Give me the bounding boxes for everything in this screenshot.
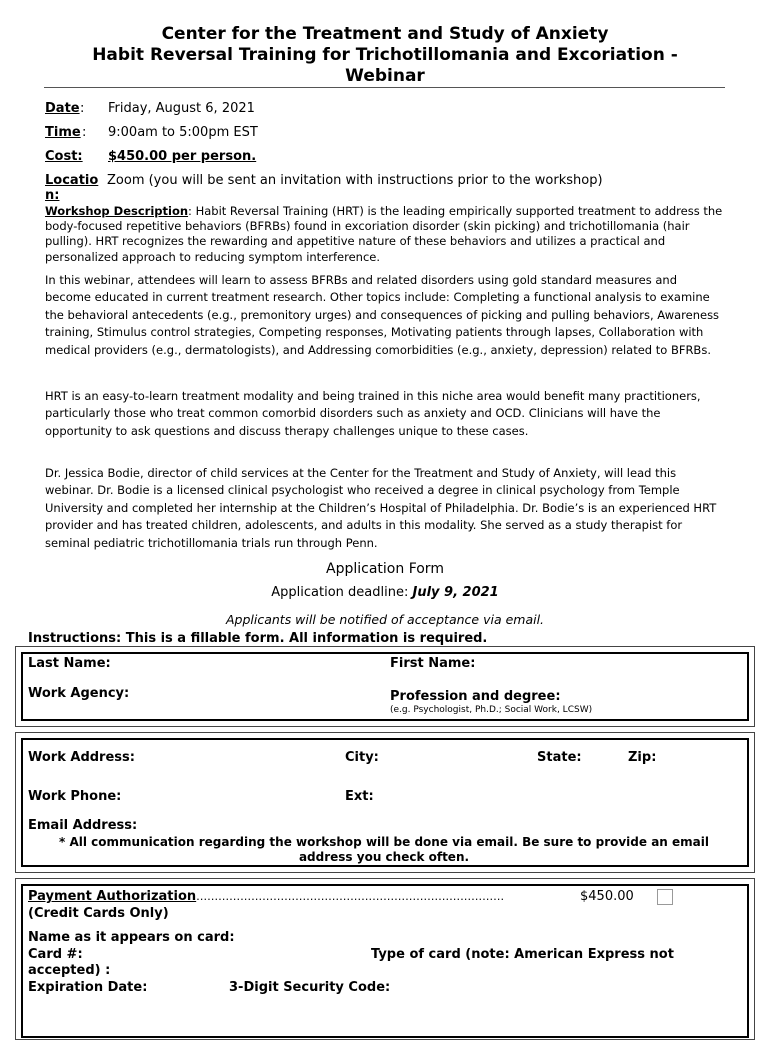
zip-field[interactable] [662,748,740,768]
location-value: Zoom (you will be sent an invitation with instructions prior to the workshop) [107,173,603,188]
email-note-line-2: address you check often. [298,850,470,864]
workshop-description [45,204,725,265]
date-value: Friday, August 6, 2021 [108,101,255,116]
title-divider [44,87,725,88]
first-name-label: First Name: [390,656,476,671]
description-para-3: HRT is an easy-to-learn treatment modality and being trained in this niche area would benefit many practitioners, particularly those who treat common comorbid disorders such as anxiety and OCD. Clinicians will have the opportunity to ask questions and discuss therapy challenges unique to these cases. [45,389,701,438]
time-colon: : [82,125,87,140]
payment-heading-row [28,889,504,904]
cost-label: Cost: [45,149,83,164]
time-label: Time [45,125,81,140]
description-para-2: In this webinar, attendees will learn to assess BFRBs and related disorders using gold standard measures and become educated in current treatment research. Other topics include: Completing a functional analysis to examine the behavioral antecedents (e.g., premonitory urges) and consequences of picking and pulling behaviors, Awareness training, Stimulus control strategies, Competing responses, Motivating patients through lapses, Collaboration with medical providers (e.g., dermatologists), and Addressing comorbidities (e.g., anxiety, depression) related to BFRBs. [45,273,720,357]
form-instructions: Instructions: This is a fillable form. All information is required. [28,631,488,646]
application-notice: Applicants will be notified of acceptance via email. [225,612,545,627]
profession-field[interactable] [578,686,740,706]
deadline-value: July 9, 2021 [412,585,499,600]
security-code-field[interactable] [402,978,522,996]
profession-hint: (e.g. Psychologist, Ph.D.; Social Work, LCSW) [390,705,593,715]
zip-label: Zip: [628,750,657,765]
card-type-label: Type of card (note: American Express not [371,947,674,962]
email-label: Email Address: [28,818,138,833]
name-on-card-label: Name as it appears on card: [28,930,235,945]
work-agency-field[interactable] [135,684,380,704]
last-name-field[interactable] [120,654,380,674]
description-intro: : Habit Reversal Training (HRT) is the leading empirically supported treatment to address the body-focused repetitive behaviors (BFRBs) found in excoriation disorder (skin picking) and trichotillomania (hair pulling). HRT recognizes the rewarding and appetitive nature of these behaviors and utilizes a practical and personalized approach to reducing symptom interference. [45,204,723,264]
application-deadline: Application deadline: July 9, 2021 [271,585,499,600]
name-on-card-field[interactable] [252,928,737,946]
work-address-field[interactable] [145,748,335,768]
title-line-2: Habit Reversal Training for Trichotillomania and Excoriation - [92,45,678,65]
security-code-label: 3-Digit Security Code: [229,980,391,995]
date-colon: : [80,101,85,116]
location-label-1: Locatio [45,173,99,188]
card-number-label: Card #: [28,947,83,962]
email-note-line-1: * All communication regarding the workshop will be done via email. Be sure to provide an email [59,835,709,849]
card-type-label-cont: accepted) : [28,963,111,978]
cost-value: $450.00 per person. [108,149,257,164]
description-heading: Workshop Description [45,204,189,218]
work-phone-label: Work Phone: [28,789,122,804]
expiration-label: Expiration Date: [28,980,148,995]
title-line-1: Center for the Treatment and Study of Anxiety [161,24,609,44]
title-line-3: Webinar [345,66,425,86]
first-name-field[interactable] [485,654,740,674]
last-name-label: Last Name: [28,656,111,671]
email-note [24,835,744,865]
payment-leader-dots: ………………………………………………………………………… [196,890,505,903]
payment-sub: (Credit Cards Only) [28,906,169,921]
time-value: 9:00am to 5:00pm EST [108,125,258,140]
payment-heading: Payment Authorization [28,889,197,904]
page-title [40,24,730,87]
work-phone-field[interactable] [135,787,335,807]
description-para-4: Dr. Jessica Bodie, director of child services at the Center for the Treatment and Study of Anxiety, will lead this webinar. Dr. Bodie is a licensed clinical psychologist who received a degree in clinical psychology from Temple University and completed her internship at the Children’s Hospital of Philadelphia. Dr. Bodie’s is an experienced HRT provider and has treated children, adolescents, and adults in this modality. She served as a study therapist for seminal pediatric trichotillomania trials run through Penn. [45,466,717,550]
payment-amount: $450.00 [580,889,634,904]
state-field[interactable] [587,748,623,768]
work-address-label: Work Address: [28,750,135,765]
card-type-field[interactable] [120,961,738,979]
ext-field[interactable] [380,787,530,807]
location-label-2: n: [45,188,60,203]
application-title: Application Form [326,561,444,577]
date-label: Date [45,101,80,116]
city-field[interactable] [385,748,530,768]
payment-checkbox[interactable] [657,889,673,905]
email-field[interactable] [148,816,738,834]
city-label: City: [345,750,379,765]
ext-label: Ext: [345,789,374,804]
profession-label: Profession and degree: [390,689,561,704]
state-label: State: [537,750,582,765]
work-agency-label: Work Agency: [28,686,130,701]
expiration-field[interactable] [158,978,223,996]
